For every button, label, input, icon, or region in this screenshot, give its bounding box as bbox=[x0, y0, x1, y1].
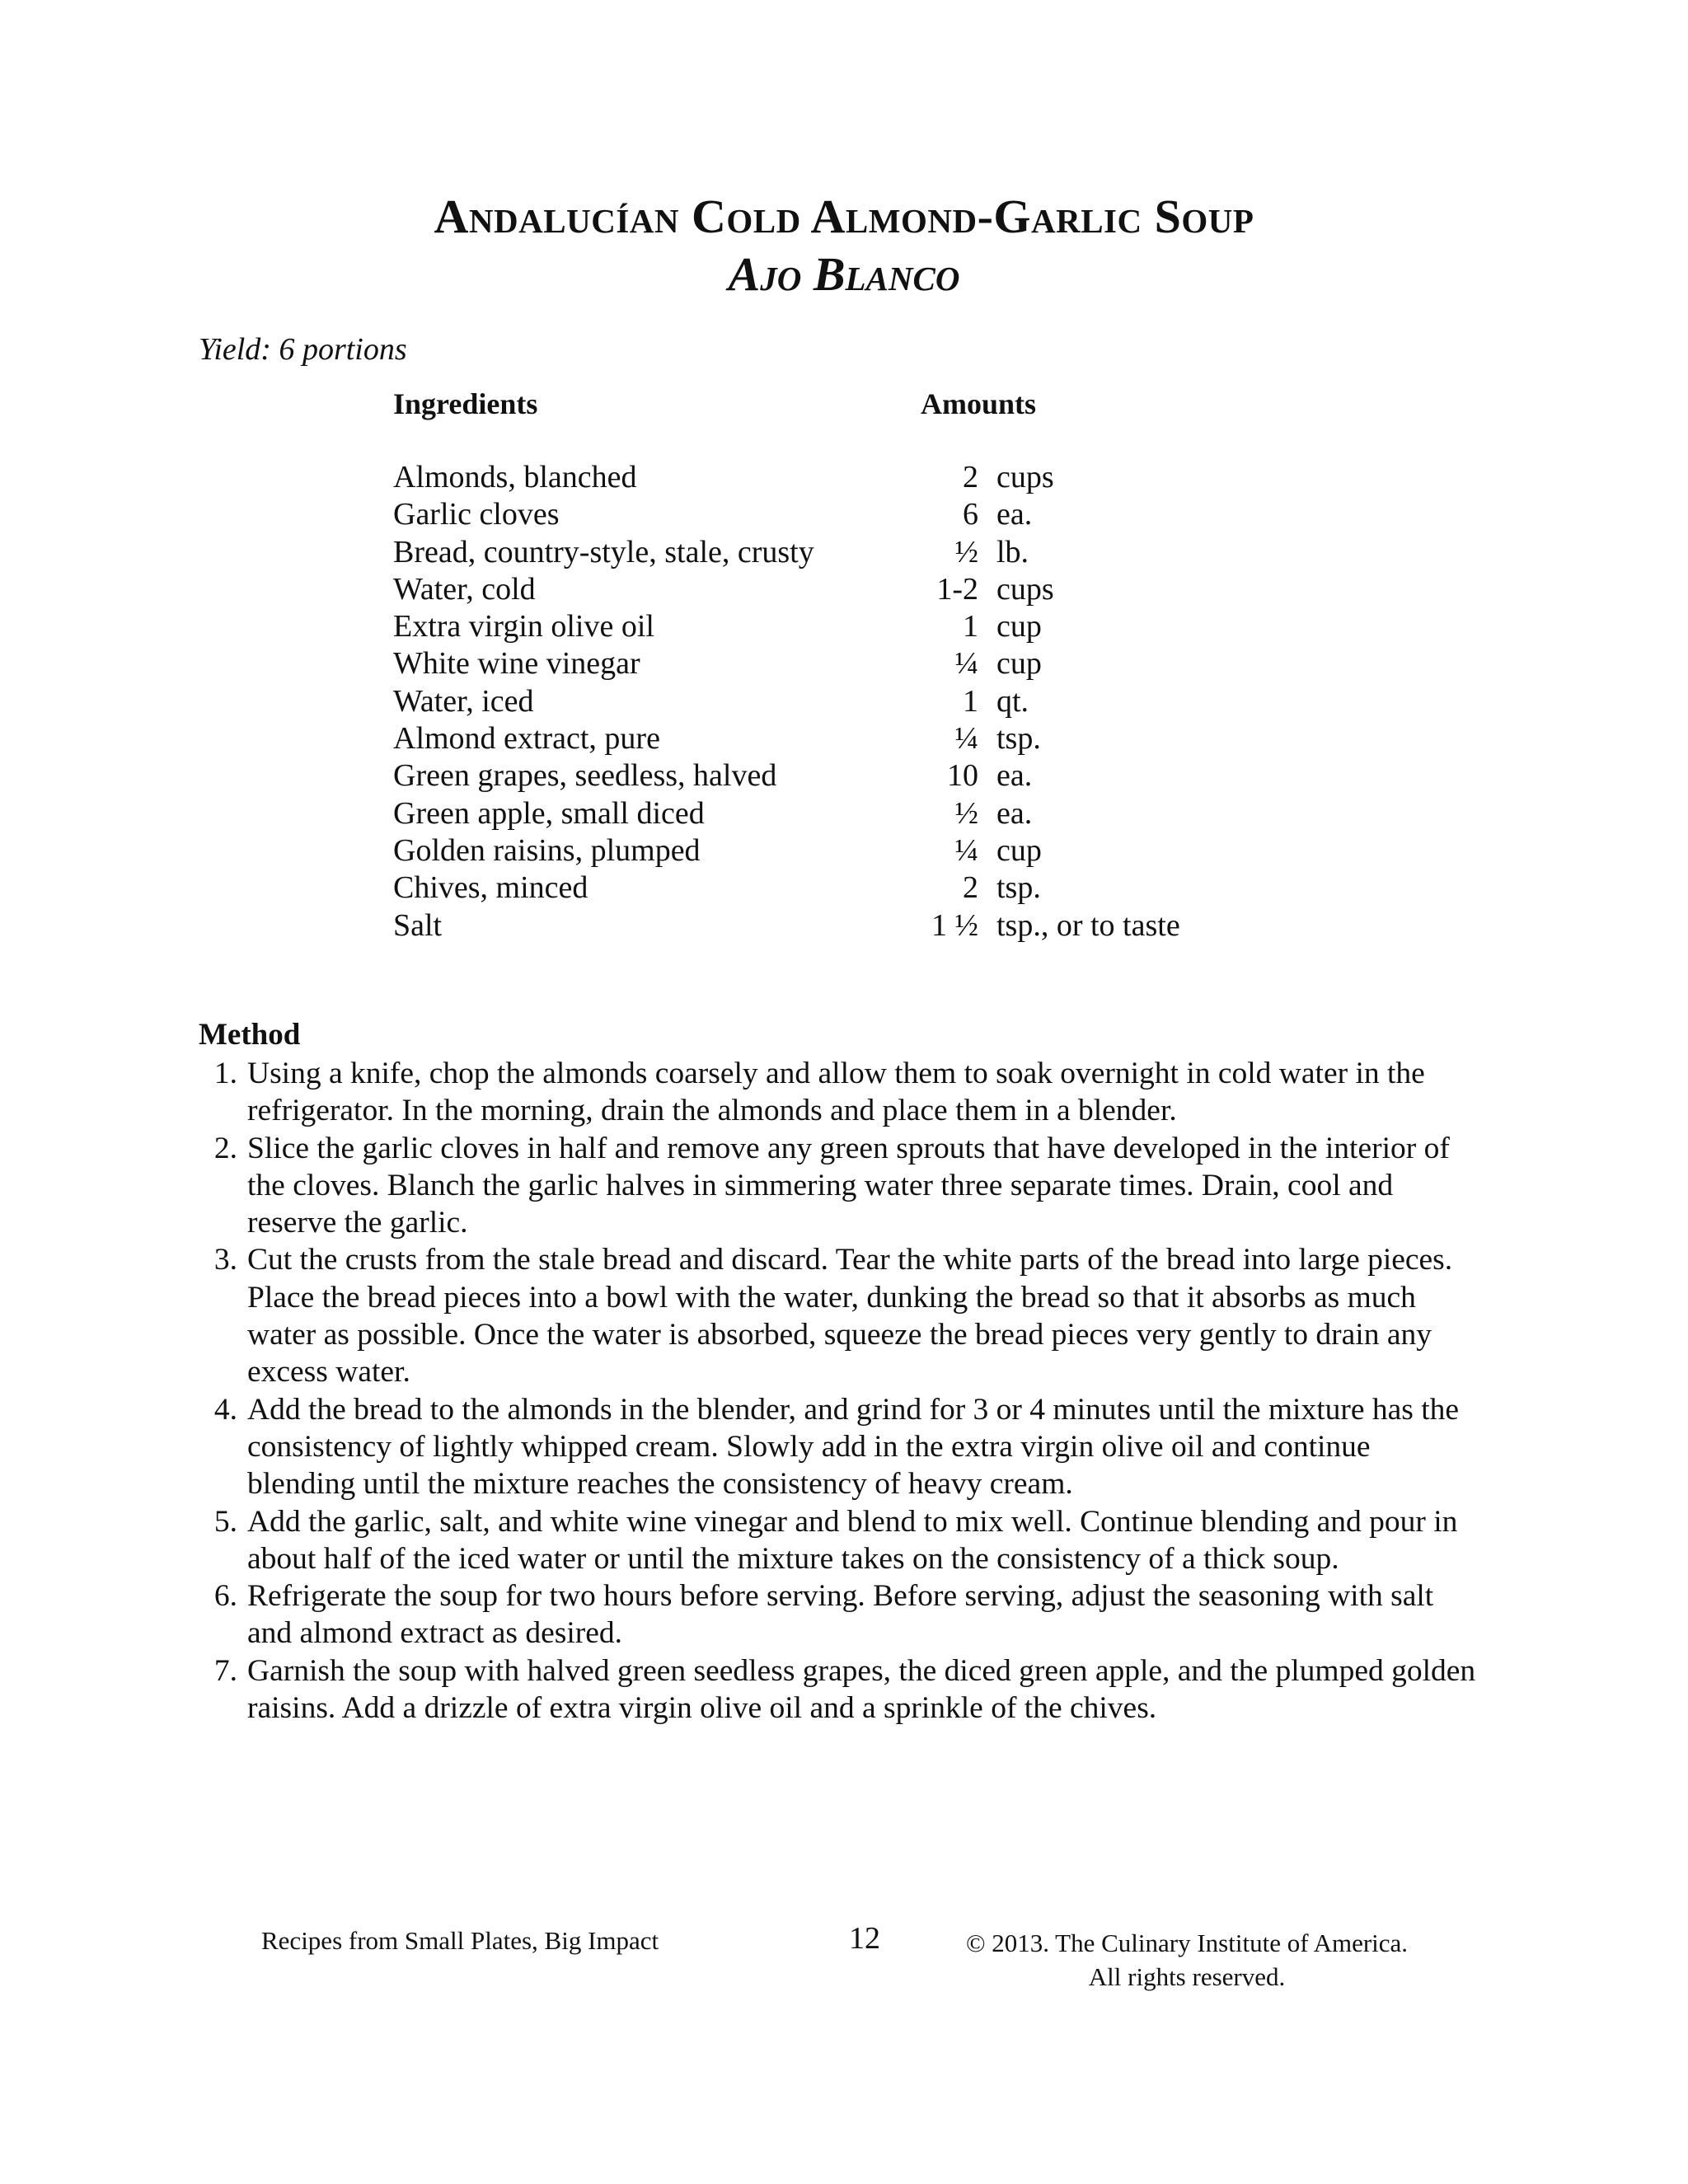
ingredient-unit: tsp. bbox=[996, 721, 1041, 757]
ingredients-rows bbox=[393, 459, 1180, 944]
table-row bbox=[393, 720, 1180, 757]
ingredient-quantity: ¼ bbox=[954, 721, 978, 757]
method-step bbox=[188, 1503, 1482, 1578]
table-row bbox=[393, 907, 1180, 944]
table-row bbox=[393, 683, 1180, 720]
step-number: 1. bbox=[213, 1057, 237, 1090]
ingredients-table bbox=[393, 387, 1180, 944]
footer-book-title: Recipes from Small Plates, Big Impact bbox=[261, 1926, 659, 1955]
table-row bbox=[393, 571, 1180, 608]
ingredient-name: Golden raisins, plumped bbox=[393, 832, 701, 868]
ingredient-name: Green grapes, seedless, halved bbox=[393, 758, 777, 794]
table-row bbox=[393, 757, 1180, 794]
title-block bbox=[0, 188, 1688, 302]
ingredient-quantity: 1 ½ bbox=[931, 907, 978, 943]
method-heading: Method bbox=[199, 1018, 301, 1052]
table-row bbox=[393, 795, 1180, 832]
table-row bbox=[393, 534, 1180, 571]
ingredient-quantity: 1 bbox=[963, 609, 978, 644]
ingredient-quantity: ¼ bbox=[954, 646, 978, 682]
table-row bbox=[393, 832, 1180, 869]
footer-copyright bbox=[940, 1926, 1434, 1994]
ingredient-unit: ea. bbox=[996, 758, 1033, 794]
ingredient-name: Almonds, blanched bbox=[393, 460, 637, 494]
method-step bbox=[188, 1391, 1482, 1503]
step-text: Add the bread to the almonds in the blender, and grind for 3 or 4 minutes until the mixture has the consistency of lightly whipped cream. Slowly add in the extra virgin olive oil and continue blending until the mixture reaches the consistency of heavy cream. bbox=[247, 1392, 1460, 1502]
step-number: 6. bbox=[213, 1579, 237, 1614]
table-row bbox=[393, 608, 1180, 645]
step-number: 2. bbox=[213, 1131, 237, 1165]
method-step bbox=[188, 1652, 1482, 1727]
step-text: Garnish the soup with halved green seedless grapes, the diced green apple, and the plumped golden raisins. Add a drizzle of extra virgin olive oil and a sprinkle of the chives. bbox=[247, 1653, 1476, 1726]
ingredients-table-header bbox=[393, 387, 1180, 436]
ingredients-column-header: Ingredients bbox=[393, 387, 538, 420]
table-row bbox=[393, 459, 1180, 496]
method-step bbox=[188, 1241, 1482, 1390]
step-text: Using a knife, chop the almonds coarsely and allow them to soak overnight in cold water in the refrigerator. In the morning, drain the almonds and place them in a blender. bbox=[247, 1057, 1425, 1128]
step-text: Slice the garlic cloves in half and remove any green sprouts that have developed in the interior of the cloves. Blanch the garlic halves in simmering water three separate times. Drain, cool and reserve the garlic. bbox=[247, 1131, 1450, 1240]
step-number: 4. bbox=[213, 1392, 237, 1427]
step-text: Cut the crusts from the stale bread and discard. Tear the white parts of the bread into large pieces. Place the bread pieces into a bowl with the water, dunking the bread so that it absorbs as much water as possible. Once the water is absorbed, squeeze the bread pieces very gently to drain any excess water. bbox=[247, 1243, 1453, 1390]
ingredient-name: Water, iced bbox=[393, 683, 534, 719]
ingredient-quantity: 2 bbox=[963, 460, 978, 494]
recipe-subtitle: Ajo Blanco bbox=[728, 246, 960, 301]
ingredient-name: Extra virgin olive oil bbox=[393, 609, 654, 644]
step-number: 3. bbox=[213, 1243, 237, 1277]
ingredient-unit: cup bbox=[996, 832, 1042, 868]
table-row bbox=[393, 496, 1180, 533]
ingredient-unit: ea. bbox=[996, 795, 1033, 831]
table-row bbox=[393, 869, 1180, 907]
ingredient-unit: lb. bbox=[996, 534, 1029, 569]
step-number: 7. bbox=[213, 1653, 237, 1688]
ingredient-quantity: 2 bbox=[963, 870, 978, 906]
ingredient-quantity: 1 bbox=[963, 683, 978, 719]
ingredient-name: White wine vinegar bbox=[393, 646, 640, 682]
yield-text: Yield: 6 portions bbox=[199, 332, 407, 367]
ingredient-unit: qt. bbox=[996, 683, 1029, 719]
recipe-title: Andalucían Cold Almond-Garlic Soup bbox=[434, 190, 1254, 243]
ingredient-name: Garlic cloves bbox=[393, 497, 560, 532]
method-step bbox=[188, 1577, 1482, 1652]
method-step bbox=[188, 1130, 1482, 1242]
ingredient-quantity: ½ bbox=[954, 795, 978, 831]
step-text: Refrigerate the soup for two hours before serving. Before serving, adjust the seasoning with salt and almond extract as desired. bbox=[247, 1579, 1434, 1651]
ingredient-quantity: 10 bbox=[947, 758, 978, 794]
amounts-column-header: Amounts bbox=[921, 387, 1037, 420]
ingredient-quantity: 6 bbox=[963, 497, 978, 532]
method-steps bbox=[188, 1055, 1482, 1727]
ingredient-unit: cup bbox=[996, 646, 1042, 682]
ingredient-name: Almond extract, pure bbox=[393, 721, 660, 757]
method-step bbox=[188, 1055, 1482, 1130]
ingredient-name: Green apple, small diced bbox=[393, 795, 705, 831]
ingredient-unit: tsp., or to taste bbox=[996, 907, 1180, 943]
ingredient-unit: tsp. bbox=[996, 870, 1041, 906]
page-number: 12 bbox=[849, 1921, 880, 1956]
ingredient-unit: ea. bbox=[996, 497, 1033, 532]
copyright-line-2: All rights reserved. bbox=[1088, 1962, 1286, 1991]
table-row bbox=[393, 645, 1180, 682]
ingredient-name: Bread, country-style, stale, crusty bbox=[393, 534, 814, 569]
ingredient-unit: cups bbox=[996, 460, 1054, 494]
step-number: 5. bbox=[213, 1504, 237, 1539]
ingredient-unit: cups bbox=[996, 571, 1054, 607]
ingredient-quantity: ¼ bbox=[954, 832, 978, 868]
ingredient-quantity: 1-2 bbox=[936, 571, 978, 607]
ingredient-name: Water, cold bbox=[393, 571, 536, 607]
step-text: Add the garlic, salt, and white wine vinegar and blend to mix well. Continue blending and pour in about half of the iced water or until the mixture takes on the consistency of a thick soup. bbox=[247, 1504, 1458, 1576]
ingredient-name: Chives, minced bbox=[393, 870, 588, 906]
copyright-line-1: © 2013. The Culinary Institute of America. bbox=[965, 1929, 1409, 1957]
ingredient-name: Salt bbox=[393, 907, 443, 943]
ingredient-unit: cup bbox=[996, 609, 1042, 644]
ingredient-quantity: ½ bbox=[954, 534, 978, 569]
